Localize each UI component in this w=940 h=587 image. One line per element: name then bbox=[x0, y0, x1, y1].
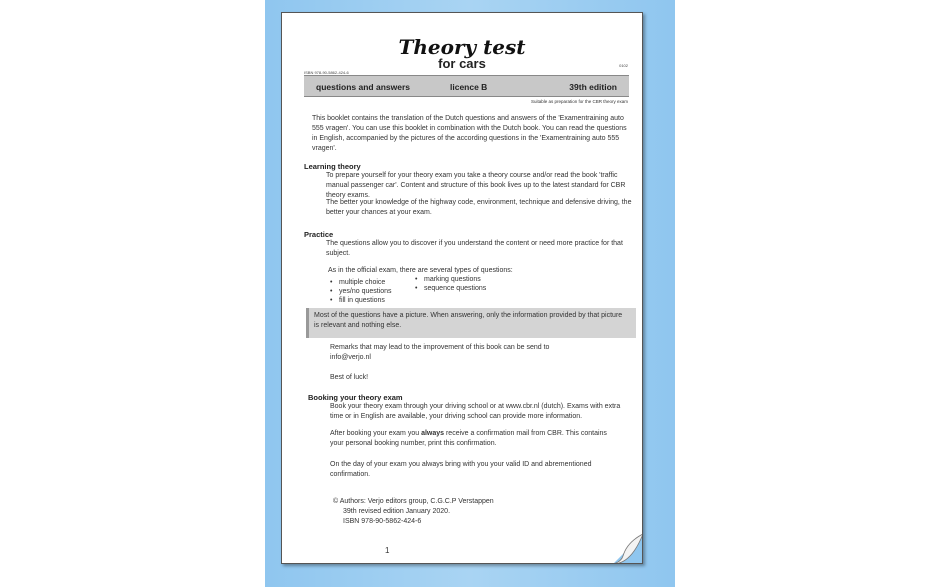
booking-heading: Booking your theory exam bbox=[308, 393, 403, 402]
picture-note-text: Most of the questions have a picture. When answering, only the information provided by that picture is relevant and nothing else. bbox=[314, 312, 623, 329]
isbn-small-text: ISBN 978-90-5862-424-6 bbox=[304, 70, 349, 75]
page-number: 1 bbox=[385, 546, 390, 555]
intro-paragraph: This booklet contains the translation of the Dutch questions and answers of the 'Examentraining auto 555 vragen'. You can use this booklet in combination with the Dutch book. You can read the questions in English, accompanied by the pictures of the according questions in the 'Examentraining auto 555 vragen'. bbox=[312, 115, 627, 152]
exam-day-text: On the day of your exam you always bring with you your valid ID and abrementioned confirmation. bbox=[330, 461, 592, 478]
type-item: • marking questions bbox=[424, 275, 481, 284]
credits-line-2: 39th revised edition January 2020. bbox=[343, 508, 451, 515]
bar-right-label: 39th edition bbox=[569, 82, 617, 92]
credits-line-3: ISBN 978-90-5862-424-6 bbox=[343, 518, 422, 525]
type-item: • sequence questions bbox=[424, 284, 486, 293]
page-subtitle: for cars bbox=[438, 56, 486, 71]
always-emphasis: always bbox=[421, 430, 445, 437]
learning-theory-heading: Learning theory bbox=[304, 162, 361, 171]
code-small-text: 0102 bbox=[619, 63, 628, 68]
bar-mid-label: licence B bbox=[450, 82, 488, 92]
document-page bbox=[281, 12, 643, 564]
edition-bar bbox=[304, 75, 629, 97]
learning-theory-text: To prepare yourself for your theory exam you take a theory course and/or read the book 'traffic manual passenger car'. Content and structure of this book lives up to the latest standard for CBR theory exams. bbox=[326, 172, 626, 199]
credits-line-1: © Authors: Verjo editors group, C.G.C.P Verstappen bbox=[333, 498, 494, 505]
practice-text: The questions allow you to discover if you understand the content or need more practice for that subject. bbox=[326, 240, 623, 257]
page-title: Theory test bbox=[398, 35, 526, 59]
remarks-text: Remarks that may lead to the improvement of this book can be send to info@verjo.nl bbox=[330, 344, 550, 361]
learning-theory-text-2: The better your knowledge of the highway code, environment, technique and defensive driving, the better your chances at your exam. bbox=[326, 199, 632, 216]
question-types-intro: As in the official exam, there are several types of questions: bbox=[328, 267, 513, 274]
type-item: • multiple choice bbox=[339, 278, 385, 287]
bar-left-label: questions and answers bbox=[316, 82, 410, 92]
type-item: • yes/no questions bbox=[339, 287, 392, 296]
booking-text: Book your theory exam through your driving school or at www.cbr.nl (dutch). Exams with extra time or in English are available, your driving school can provide more information. bbox=[330, 403, 621, 420]
confirmation-text: After booking your exam you always receive a confirmation mail from CBR. This contains your personal booking number, print this confirmation. bbox=[330, 430, 607, 447]
page-curl-icon bbox=[613, 534, 643, 564]
suitable-note: Suitable as preparation for the CBR theory exam bbox=[530, 99, 628, 104]
best-of-luck: Best of luck! bbox=[330, 374, 369, 381]
type-item: • fill in questions bbox=[339, 296, 385, 305]
practice-heading: Practice bbox=[304, 230, 334, 239]
